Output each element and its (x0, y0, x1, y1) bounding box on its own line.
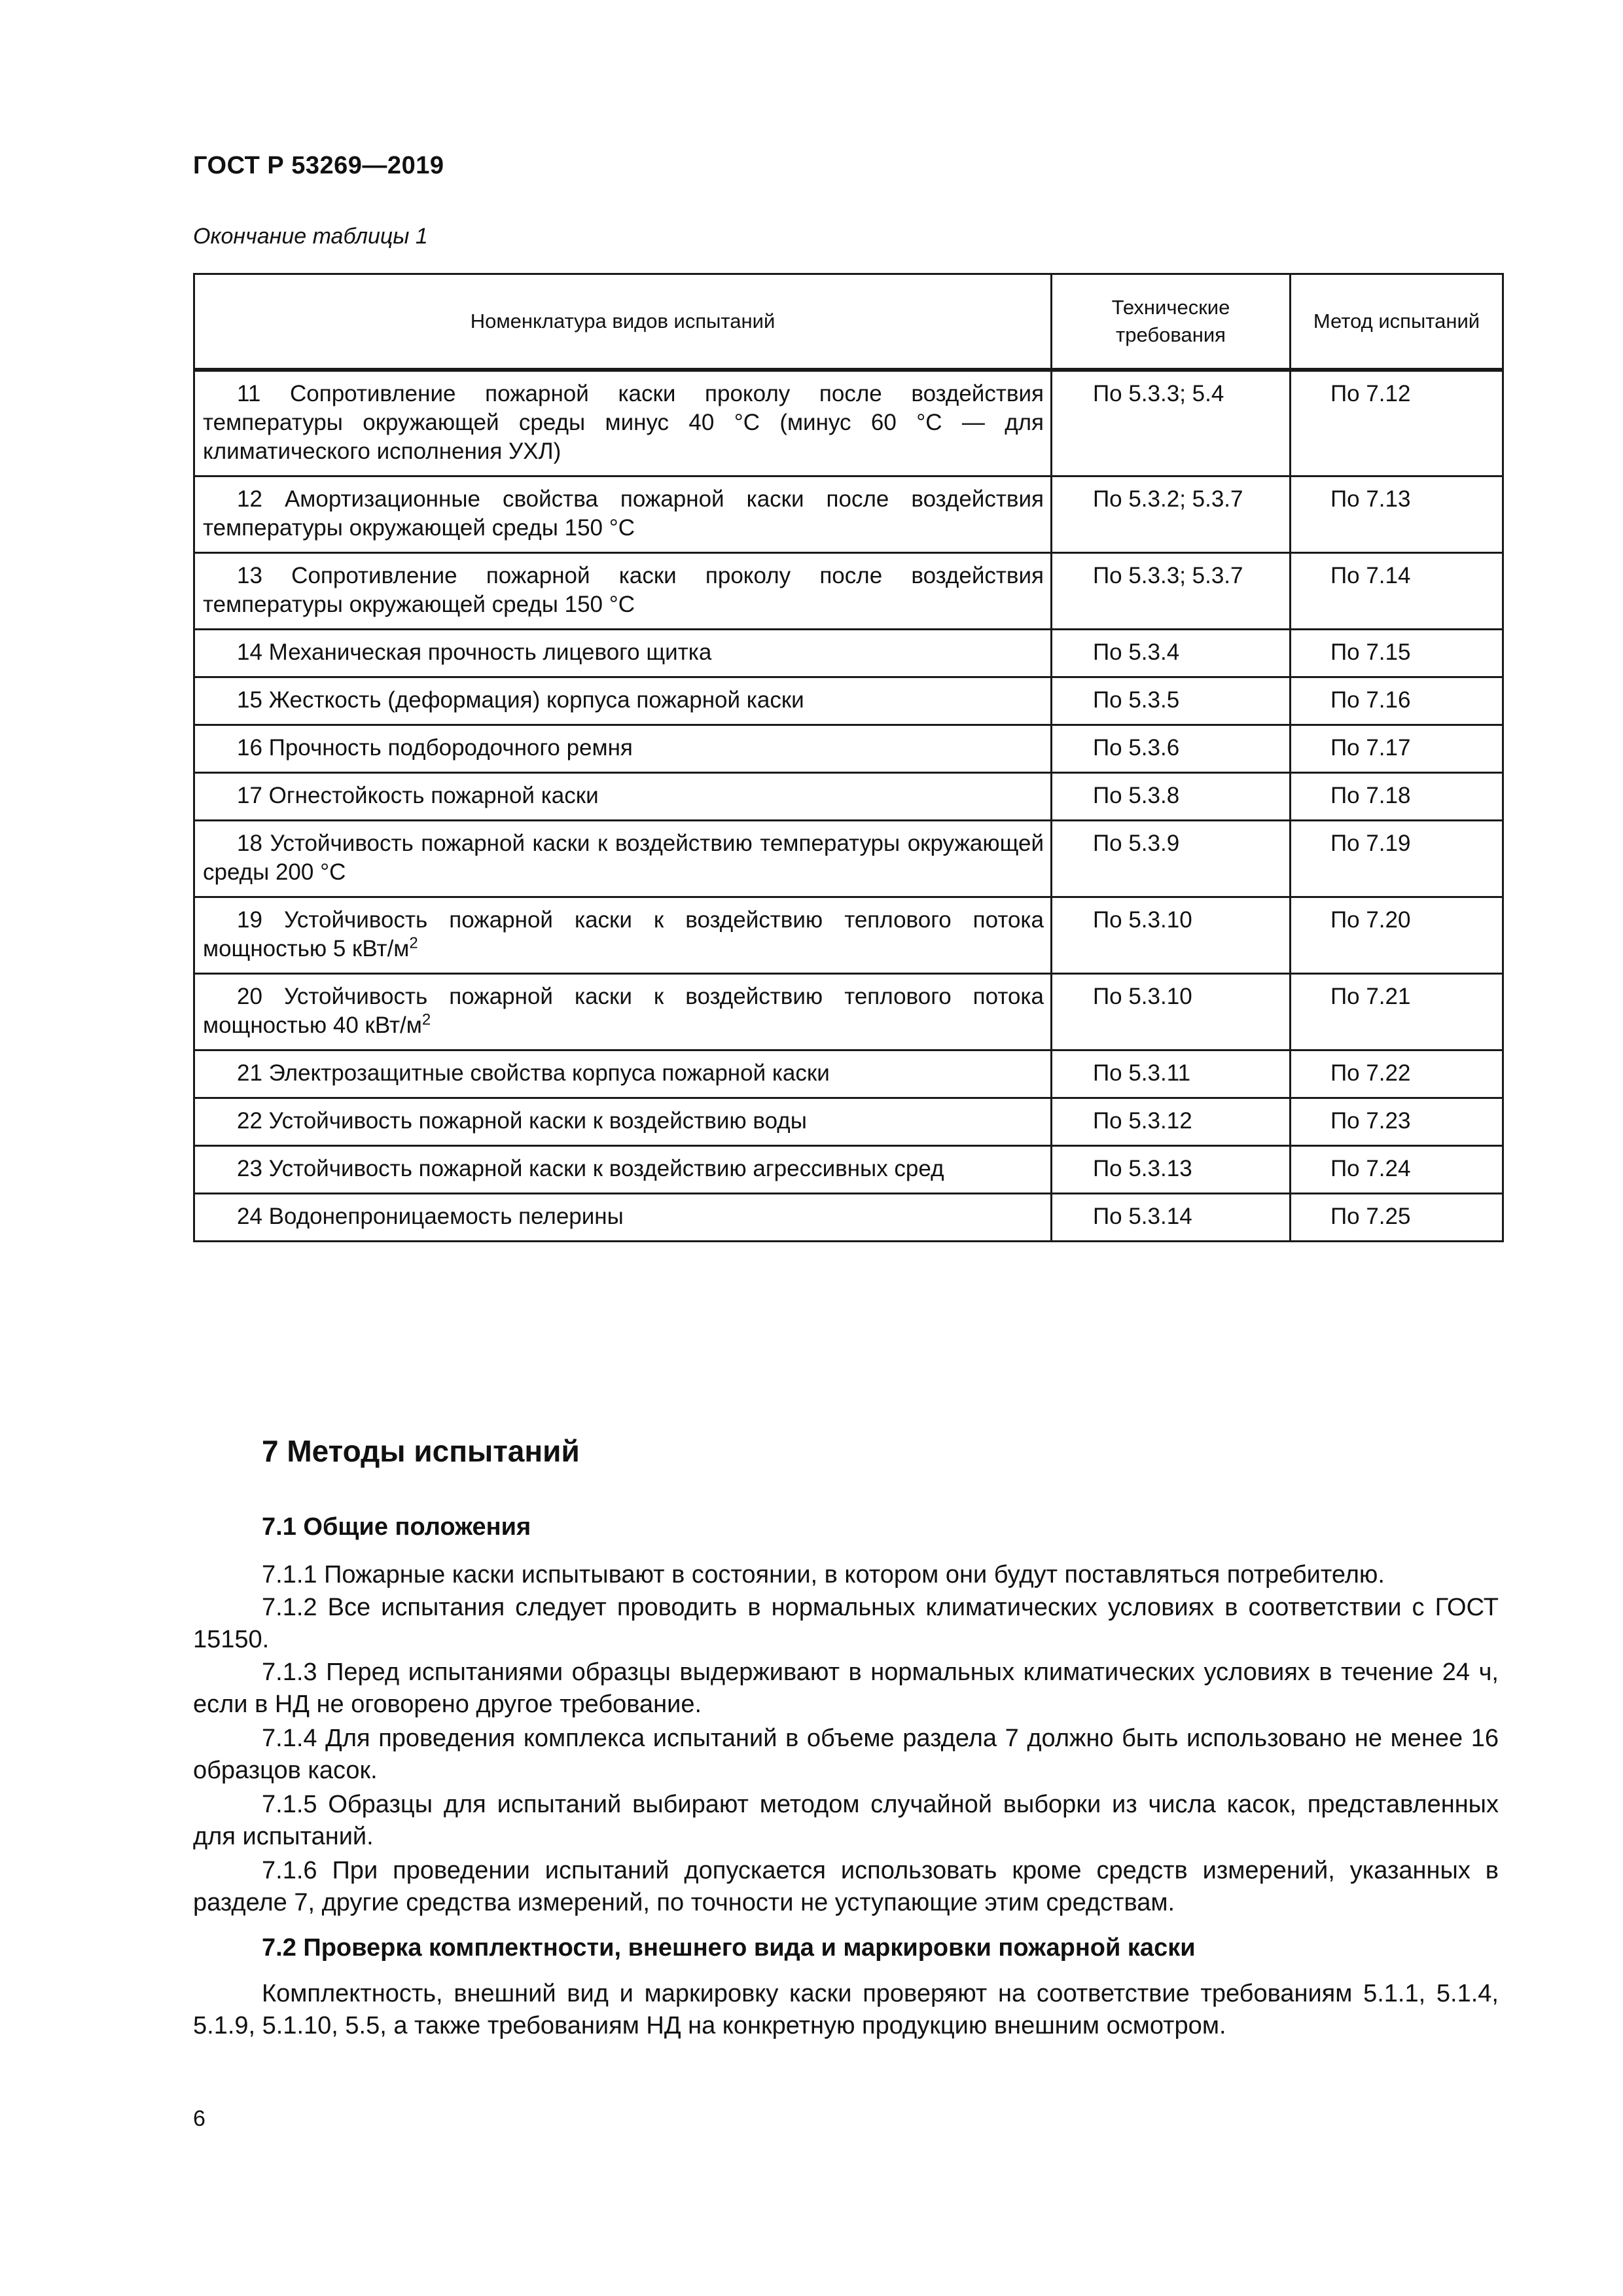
table-row (194, 773, 1503, 821)
column-header-method: Метод испытаний (1291, 274, 1503, 370)
superscript: 2 (409, 934, 418, 952)
requirement-cell: По 5.3.14 (1052, 1194, 1291, 1242)
method-cell: По 7.17 (1291, 725, 1503, 773)
table-caption: Окончание таблицы 1 (193, 224, 428, 249)
requirement-cell: По 5.3.10 (1052, 974, 1291, 1050)
section-title: 7 Методы испытаний (262, 1434, 580, 1468)
table-row (194, 897, 1503, 974)
test-name-cell (194, 897, 1052, 974)
superscript: 2 (421, 1011, 431, 1029)
test-name-cell (194, 974, 1052, 1050)
row-number: 11 (237, 381, 261, 406)
paragraph-7-1-3: 7.1.3 Перед испытаниями образцы выдерживают в нормальных климатических условиях в течение 24 ч, если в НД не оговорено другое требование. (193, 1659, 1499, 1718)
page-number: 6 (193, 2106, 205, 2131)
paragraph-7-1-6: 7.1.6 При проведении испытаний допускается использовать кроме средств измерений, указанных в разделе 7, другие средства измерений, по точности не уступающие этим средствам. (193, 1857, 1499, 1916)
row-number: 14 (237, 639, 262, 665)
requirement-cell: По 5.3.6 (1052, 725, 1291, 773)
column-header-name: Номенклатура видов испытаний (194, 274, 1052, 370)
test-name: Водонепроницаемость пелерины (268, 1204, 624, 1229)
test-name: Жесткость (деформация) корпуса пожарной каски (268, 687, 804, 713)
requirement-cell: По 5.3.2; 5.3.7 (1052, 476, 1291, 553)
row-number: 16 (237, 735, 262, 761)
method-cell: По 7.13 (1291, 476, 1503, 553)
test-name-cell (194, 821, 1052, 897)
test-name: Сопротивление пожарной каски проколу после воздействия температуры окружающей среды минус 40 °С (минус 60 °С — для климатического исполнения УХЛ) (203, 381, 1044, 464)
test-name-cell (194, 773, 1052, 821)
row-number: 19 (237, 907, 262, 933)
table-row (194, 553, 1503, 630)
method-cell: По 7.12 (1291, 370, 1503, 476)
table-row (194, 725, 1503, 773)
table-row (194, 476, 1503, 553)
test-name: Устойчивость пожарной каски к воздействию теплового потока мощностью 40 кВт/м (203, 984, 1044, 1038)
requirement-cell: По 5.3.5 (1052, 677, 1291, 725)
paragraph-7-1-1: 7.1.1 Пожарные каски испытывают в состоянии, в котором они будут поставляться потребителю. (262, 1561, 1385, 1588)
test-name: Устойчивость пожарной каски к воздействию температуры окружающей среды 200 °С (203, 831, 1044, 885)
subsection-title-general: 7.1 Общие положения (262, 1513, 531, 1541)
test-name-cell (194, 370, 1052, 476)
table-row (194, 1050, 1503, 1098)
method-cell: По 7.24 (1291, 1146, 1503, 1194)
requirement-cell: По 5.3.10 (1052, 897, 1291, 974)
test-name: Огнестойкость пожарной каски (268, 783, 599, 808)
row-number: 21 (237, 1060, 262, 1086)
row-number: 20 (237, 984, 262, 1009)
method-cell: По 7.19 (1291, 821, 1503, 897)
test-name-cell (194, 1194, 1052, 1242)
test-name-cell (194, 1050, 1052, 1098)
document-header: ГОСТ Р 53269—2019 (193, 152, 444, 179)
paragraph-7-1-5: 7.1.5 Образцы для испытаний выбирают методом случайной выборки из числа касок, представленных для испытаний. (193, 1791, 1499, 1850)
column-header-requirements: Технические требования (1052, 274, 1291, 370)
table-row (194, 677, 1503, 725)
row-number: 15 (237, 687, 262, 713)
method-cell: По 7.21 (1291, 974, 1503, 1050)
table-row (194, 370, 1503, 476)
method-cell: По 7.22 (1291, 1050, 1503, 1098)
test-name-cell (194, 1098, 1052, 1146)
test-name-cell (194, 1146, 1052, 1194)
paragraph-7-1-2: 7.1.2 Все испытания следует проводить в нормальных климатических условиях в соответствии с ГОСТ 15150. (193, 1594, 1499, 1653)
table-row (194, 974, 1503, 1050)
test-name: Прочность подбородочного ремня (268, 735, 633, 761)
requirement-cell: По 5.3.3; 5.4 (1052, 370, 1291, 476)
test-name-cell (194, 677, 1052, 725)
test-name: Устойчивость пожарной каски к воздействию агрессивных сред (268, 1156, 944, 1181)
method-cell: По 7.23 (1291, 1098, 1503, 1146)
paragraph-7-1-4: 7.1.4 Для проведения комплекса испытаний в объеме раздела 7 должно быть использовано не менее 16 образцов касок. (193, 1725, 1499, 1784)
test-name-cell (194, 476, 1052, 553)
row-number: 24 (237, 1204, 262, 1229)
paragraph-7-2: Комплектность, внешний вид и маркировку каски проверяют на соответствие требованиям 5.1.1, 5.1.4, 5.1.9, 5.1.10, 5.5, а также требованиям НД на конкретную продукцию внешним осмотром. (193, 1980, 1499, 2039)
requirement-cell: По 5.3.3; 5.3.7 (1052, 553, 1291, 630)
tests-table (193, 273, 1504, 1242)
test-name-cell (194, 725, 1052, 773)
table-row (194, 1194, 1503, 1242)
test-name: Амортизационные свойства пожарной каски после воздействия температуры окружающей среды 150 °С (203, 486, 1044, 541)
requirement-cell: По 5.3.11 (1052, 1050, 1291, 1098)
table-row (194, 821, 1503, 897)
method-cell: По 7.15 (1291, 630, 1503, 677)
table-header-row (194, 274, 1503, 370)
requirement-cell: По 5.3.13 (1052, 1146, 1291, 1194)
table-row (194, 630, 1503, 677)
requirement-cell: По 5.3.9 (1052, 821, 1291, 897)
row-number: 12 (237, 486, 262, 512)
test-name: Механическая прочность лицевого щитка (268, 639, 712, 665)
subsection-title-inspection: 7.2 Проверка комплектности, внешнего вида и маркировки пожарной каски (262, 1934, 1196, 1962)
row-number: 13 (237, 563, 262, 588)
row-number: 18 (237, 831, 262, 856)
method-cell: По 7.14 (1291, 553, 1503, 630)
requirement-cell: По 5.3.12 (1052, 1098, 1291, 1146)
method-cell: По 7.18 (1291, 773, 1503, 821)
row-number: 17 (237, 783, 262, 808)
method-cell: По 7.16 (1291, 677, 1503, 725)
method-cell: По 7.25 (1291, 1194, 1503, 1242)
table-row (194, 1146, 1503, 1194)
row-number: 22 (237, 1108, 262, 1134)
test-name-cell (194, 630, 1052, 677)
method-cell: По 7.20 (1291, 897, 1503, 974)
row-number: 23 (237, 1156, 262, 1181)
test-name: Устойчивость пожарной каски к воздействию воды (268, 1108, 807, 1134)
table-row (194, 1098, 1503, 1146)
test-name: Устойчивость пожарной каски к воздействию теплового потока мощностью 5 кВт/м (203, 907, 1044, 961)
requirement-cell: По 5.3.8 (1052, 773, 1291, 821)
test-name: Электрозащитные свойства корпуса пожарной каски (268, 1060, 830, 1086)
test-name: Сопротивление пожарной каски проколу после воздействия температуры окружающей среды 150 °С (203, 563, 1044, 617)
test-name-cell (194, 553, 1052, 630)
requirement-cell: По 5.3.4 (1052, 630, 1291, 677)
